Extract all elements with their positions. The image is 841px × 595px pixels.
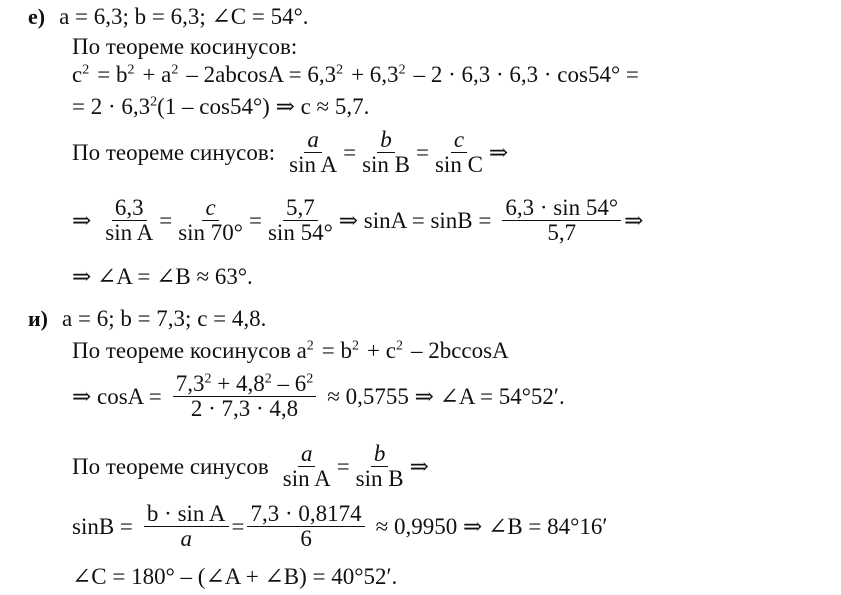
cos-expansion-plus: + $6,3^2$ [351, 62, 406, 87]
part-e-given: a = 6,3; b = 6,3; ∠C = 54°. [59, 4, 309, 29]
part-e-label: е) [28, 4, 46, 29]
sinB-label: sinB = [72, 513, 133, 539]
part-e-cos-theorem [72, 34, 297, 60]
implies-arrow: ⇒ [409, 453, 429, 479]
fraction-63-sinA: $\frac{6,3}{\text{sin A}}$ [105, 195, 154, 245]
part-i-label: и) [28, 306, 49, 331]
fraction-b-sinB: $\frac{b}{\text{sin B}}$ [362, 127, 410, 177]
cos-expansion-c2: $c^2$ [72, 62, 90, 87]
c-result-head: = $2 \cdot 6,3^2$ [72, 94, 158, 119]
part-i-final [72, 564, 397, 590]
part-i-sine-theorem: По теореме синусов $\frac{a}{\text{sin A}}$ = $\frac{b}{\text{sin B}}$ ⇒ [72, 441, 429, 491]
cos-head: По теореме косинусов $a^2$ [72, 338, 314, 363]
part-i-given: a = 6; b = 7,3; c = 4,8. [62, 306, 267, 331]
cos-expansion-a2: + $a^2$ [142, 62, 179, 87]
part-e-given-line [28, 4, 309, 30]
fraction-bsinA-a: $\frac{\text{b · sin A}}{a}$ [144, 502, 229, 551]
part-i-given-line [28, 306, 266, 332]
cos-eq-b: = $b^2$ [321, 338, 360, 363]
part-e-cos-expansion [72, 62, 639, 88]
fraction-63sin54-57: $\frac{6,3 \cdot \sin 54^\circ}{5,7}$ [502, 196, 621, 245]
part-e-sine-substitution: ⇒ $\frac{6,3}{\text{sin A}}$ = $\frac{c}{\sin 70^\circ}$ = $\frac{5,7}{\sin 54^\circ}$ ⇒ sinA = sinB = $\frac{6,3 \cdot \sin 54^\circ}{5,7}$ ⇒ [72, 195, 644, 245]
fraction-c-sin70: $\frac{c}{\sin 70^\circ}$ [178, 195, 243, 245]
cosA-label: ⇒ cosA = [72, 383, 162, 409]
fraction-a-sinA: $\frac{a}{\text{sin A}}$ [289, 127, 338, 177]
fraction-b-sinB: $\frac{b}{\text{sin B}}$ [355, 441, 404, 491]
fraction-57-sin54: $\frac{5,7}{\sin 54^\circ}$ [267, 195, 333, 245]
part-e-c-result [72, 94, 369, 120]
sine-theorem-heading: По теореме синусов [72, 453, 269, 479]
final-result: ∠C = 180° – (∠A + ∠B) = 40°52′. [72, 564, 398, 589]
cos-expansion-tail: – 2 · 6,3 · 6,3 · cos54° = [413, 62, 639, 87]
part-e-sine-theorem: По теореме синусов: $\frac{a}{\text{sin A}}$ = $\frac{b}{\text{sin B}}$ = $\frac{c}{\text{sin C}}$ ⇒ [72, 127, 509, 177]
part-i-cosA-calc [72, 372, 565, 421]
part-i-sinB-calc: sinB = $\frac{\text{b · sin A}}{a}$ = $\frac{7,3 \cdot 0,8174}{6}$ ≈ 0,9950 ⇒ ∠B = 84°16′ [72, 501, 608, 551]
cos-plus-c: + $c^2$ [367, 338, 403, 363]
angle-result: ⇒ ∠A = ∠B ≈ 63°. [72, 264, 253, 289]
fraction-73x08174-6: $\frac{7,3 \cdot 0,8174}{6}$ [247, 502, 364, 551]
cos-result: ≈ 0,5755 ⇒ ∠A = 54°52′. [327, 383, 565, 409]
implies-arrow: ⇒ [488, 139, 509, 165]
c-result-tail: (1 – cos54°) ⇒ c ≈ 5,7. [157, 94, 370, 119]
sin-result: ≈ 0,9950 ⇒ ∠B = 84°16′ [375, 513, 608, 539]
fraction-a-sinA: $\frac{a}{\text{sin A}}$ [282, 441, 331, 491]
implies-arrow: ⇒ [72, 207, 92, 233]
sine-theorem-heading: По теореме синусов: [72, 139, 276, 165]
sin-equality: ⇒ sinA = sinB = [338, 207, 492, 233]
cos-theorem-heading: По теореме косинусов: [72, 34, 298, 59]
part-i-cos-theorem [72, 338, 509, 364]
fraction-cosA: $\frac{7,3^2 + 4,8^2 - 6^2}{2 \cdot 7,3 \cdot 4,8}$ [173, 372, 316, 421]
part-e-angle-result [72, 264, 253, 290]
cos-tail: – 2bccosA [410, 338, 509, 363]
cos-expansion-b2: = $b^2$ [97, 62, 135, 87]
fraction-c-sinC: $\frac{c}{\text{sin C}}$ [434, 127, 483, 177]
cos-expansion-minus: – $2abcosA = 6,3^2$ [186, 62, 344, 87]
implies-arrow: ⇒ [624, 207, 644, 233]
